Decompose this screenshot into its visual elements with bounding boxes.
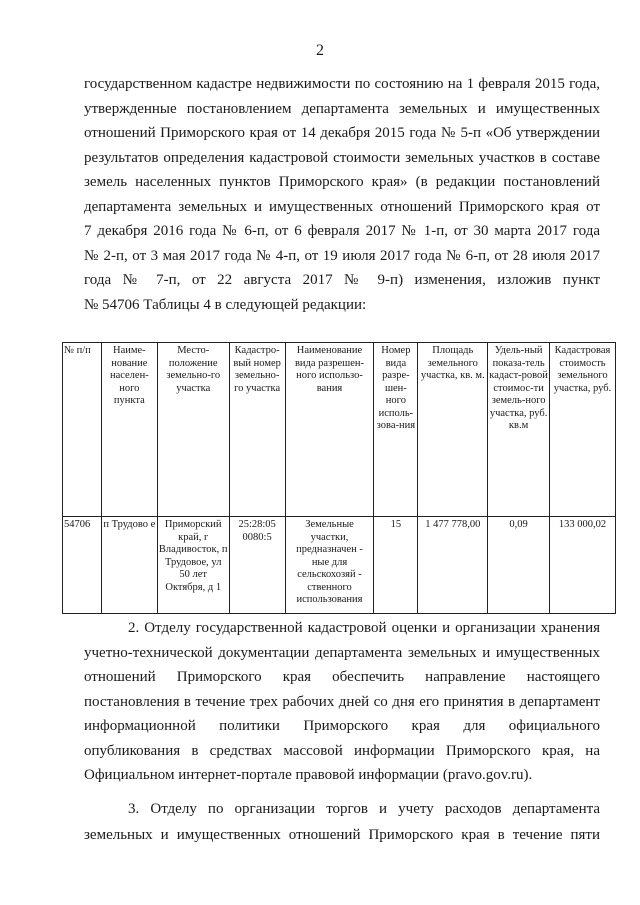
text-line: Официальном интернет-портале правовой информации (pravo.gov.ru).: [84, 767, 533, 783]
header-cell: Удель-ный показа-тель кадаст-ровой стоимос-ти земель-ного участка, руб. кв.м: [488, 343, 550, 517]
text-line: года № 7-п, от 22 августа 2017 № 9-п) изменения, изложив пункт: [84, 272, 600, 288]
header-cell: Кадастровая стоимость земельного участка, руб.: [550, 343, 616, 517]
text-line: 3. Отделу по организации торгов и учету расходов департамента: [128, 801, 600, 817]
table-cell: 1 477 778,00: [418, 517, 488, 614]
section-3-paragraph: [84, 796, 600, 848]
text-line: отношений Приморского края от 14 декабря 2015 года № 5-п «Об утверждении: [84, 125, 600, 141]
text-line: земель населенных пунктов Приморского края» (в редакции постановлений: [84, 174, 600, 190]
text-line: департамента земельных и имущественных отношений Приморского края от: [84, 198, 600, 215]
header-cell: Наименование вида разрешен-ного использо-вания: [285, 343, 374, 517]
text-line: учетно-технической документации департамента земельных и имущественных: [84, 644, 600, 661]
header-cell: Кадастро-вый номер земельно-го участка: [229, 343, 285, 517]
table-cell: 0,09: [488, 517, 550, 614]
table-cell: 133 000,02: [550, 517, 616, 614]
text-line: результатов определения кадастровой стоимости земельных участков в составе: [84, 149, 600, 166]
section-2-paragraph: [84, 616, 600, 788]
table-cell: Земельные участки, предназначен - ные для сельскохозяй - ственного использования: [285, 517, 374, 614]
header-cell: Площадь земельного участка, кв. м.: [418, 343, 488, 517]
text-line: информационной политики Приморского края для официального: [84, 718, 600, 734]
text-line: земельных и имущественных отношений Приморского края в течение пяти: [84, 827, 600, 843]
text-line: 2. Отделу государственной кадастровой оценки и организации хранения: [128, 620, 600, 636]
table-header-row: [63, 343, 616, 517]
table-cell: 25:28:05 0080:5: [229, 517, 285, 614]
header-cell: № п/п: [63, 343, 102, 517]
intro-paragraph: [84, 72, 600, 317]
text-line: опубликования в средствах массовой информации Приморского края, на: [84, 742, 600, 759]
header-cell: Номер вида разре-шен-ного исполь-зова-ния: [374, 343, 418, 517]
text-line: государственном кадастре недвижимости по состоянию на 1 февраля 2015 года,: [84, 76, 600, 92]
table-cell: 54706: [63, 517, 102, 614]
text-line: постановления в течение трех рабочих дней со дня его принятия в департамент: [84, 693, 600, 710]
table-cell: Приморский край, г Владивосток, п Трудовое, ул 50 лет Октября, д 1: [157, 517, 229, 614]
header-cell: Наиме-нование населен-ного пункта: [101, 343, 157, 517]
cadastral-table: [62, 342, 616, 614]
text-line: № 54706 Таблицы 4 в следующей редакции:: [84, 296, 367, 313]
table-cell: п Трудово е: [101, 517, 157, 614]
table-row: [63, 517, 616, 614]
page-number: 2: [316, 42, 324, 59]
text-line: отношений Приморского края обеспечить направление настоящего: [84, 669, 600, 685]
text-line: № 2-п, от 3 мая 2017 года № 4-п, от 19 июля 2017 года № 6-п, от 28 июля 2017: [84, 247, 600, 264]
text-line: утвержденные постановлением департамента земельных и имущественных: [84, 100, 600, 117]
header-cell: Место-положение земельно-го участка: [157, 343, 229, 517]
text-line: 7 декабря 2016 года № 6-п, от 6 февраля 2017 № 1-п, от 30 марта 2017 года: [84, 223, 600, 239]
table-cell: 15: [374, 517, 418, 614]
